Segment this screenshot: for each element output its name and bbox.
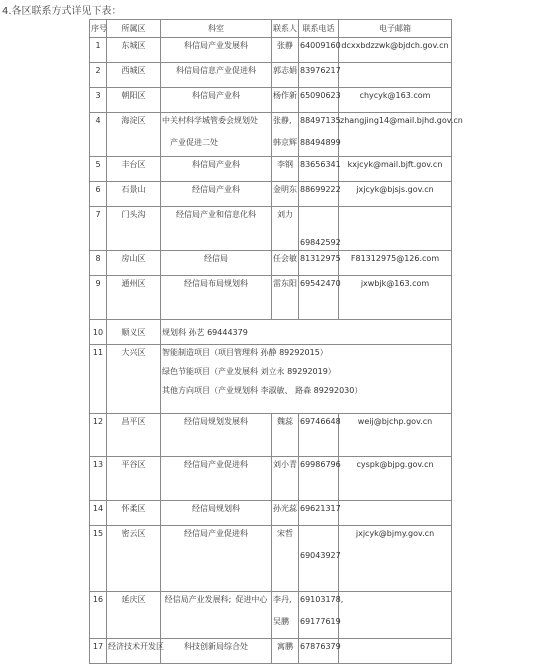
table-row [90, 639, 452, 664]
row-phone: 69746648 [299, 414, 339, 457]
row-no: 8 [90, 251, 107, 276]
row-dept: 经信局规划科 [161, 501, 272, 526]
row-district: 石景山 [107, 182, 161, 207]
row-email [339, 501, 452, 526]
row-contact: 张静 [272, 38, 299, 63]
header-email: 电子邮箱 [339, 20, 452, 38]
row-district: 延庆区 [107, 592, 161, 639]
row-district: 密云区 [107, 526, 161, 592]
header-contact: 联系人 [272, 20, 299, 38]
row-contact-line2: 韩京辉 [273, 138, 297, 147]
row-district: 东城区 [107, 38, 161, 63]
row-phone: 69621317 [299, 501, 339, 526]
row-contact: 魏蕊 [272, 414, 299, 457]
row-district: 怀柔区 [107, 501, 161, 526]
row-district: 昌平区 [107, 414, 161, 457]
row-contact: 郭志娟 [272, 63, 299, 88]
row-dept [161, 113, 272, 157]
row-phone: 88699222 [299, 182, 339, 207]
row-merged-note: 规划科 孙艺 69444379 [161, 320, 452, 345]
table-header-row [90, 20, 452, 38]
row-email [339, 207, 452, 251]
row-contact: 金明东 [272, 182, 299, 207]
row-phone-line1: 69103178, [300, 595, 344, 604]
row-no: 7 [90, 207, 107, 251]
row-contact: 杨作新 [272, 88, 299, 113]
row-contact-line1: 李丹, [273, 595, 292, 604]
row-contact-line2: 吴鹏 [273, 617, 289, 626]
row-district: 大兴区 [107, 345, 161, 414]
row-email: weij@bjchp.gov.cn [339, 414, 452, 457]
row-no: 11 [90, 345, 107, 414]
row-dept-line2: 产业促进二处 [170, 138, 218, 147]
header-no: 序号 [90, 20, 107, 38]
row-contact: 宋哲 [272, 526, 299, 592]
row-phone: 69842592 [299, 207, 339, 251]
row-email: jxjcyk@bjsjs.gov.cn [339, 182, 452, 207]
row-no: 1 [90, 38, 107, 63]
row-contact: 孙光蕊 [272, 501, 299, 526]
row-dept: 经信局 [161, 251, 272, 276]
row-phone: 65090623 [299, 88, 339, 113]
row-phone-line2: 88494899 [300, 138, 341, 147]
row-dept: 科信局信息产业促进科 [161, 63, 272, 88]
table-row [90, 414, 452, 457]
row-note-line: 绿色节能项目（产业发展科 刘立永 89292019） [162, 367, 336, 376]
header-phone: 联系电话 [299, 20, 339, 38]
table-row [90, 251, 452, 276]
row-note-line: 其他方向项目（产业规划科 李淑敏、 路森 89292030） [162, 386, 363, 395]
row-no: 17 [90, 639, 107, 664]
row-contact [272, 592, 299, 639]
row-email: kxjcyk@mail.bjft.gov.cn [339, 157, 452, 182]
row-contact: 雷东阳 [272, 276, 299, 320]
row-dept: 经信局布局规划科 [161, 276, 272, 320]
row-district: 平谷区 [107, 457, 161, 501]
table-row [90, 501, 452, 526]
row-email [339, 639, 452, 664]
contact-table [89, 19, 463, 664]
row-dept: 科信局产业科 [161, 157, 272, 182]
table-row [90, 457, 452, 501]
row-phone [299, 113, 339, 157]
row-dept-line1: 中关村科学城管委会规划处 [162, 116, 258, 125]
row-dept: 经信局产业科 [161, 182, 272, 207]
row-phone: 69986796 [299, 457, 339, 501]
row-district: 西城区 [107, 63, 161, 88]
row-district: 海淀区 [107, 113, 161, 157]
row-phone: 69043927 [299, 526, 339, 592]
table-row [90, 38, 452, 63]
row-contact: 任会敏 [272, 251, 299, 276]
row-email: zhangjing14@mail.bjhd.gov.cn [339, 113, 452, 157]
row-contact: 寓鹏 [272, 639, 299, 664]
row-dept: 经信局产业促进科 [161, 457, 272, 501]
row-email: F81312975@126.com [339, 251, 452, 276]
row-email: jxjcyk@bjmy.gov.cn [339, 526, 452, 592]
row-note-line: 智能制造项目（项目管理科 孙静 89292015） [162, 348, 328, 357]
row-district: 通州区 [107, 276, 161, 320]
header-dept: 科室 [161, 20, 272, 38]
row-dept-part: 促进中心 [235, 595, 268, 604]
row-phone: 83976217 [299, 63, 339, 88]
row-no: 5 [90, 157, 107, 182]
row-dept-part: 经信局产业发展科; [164, 595, 232, 604]
row-no: 6 [90, 182, 107, 207]
row-dept: 科技创新局综合处 [161, 639, 272, 664]
row-district: 经济技术开发区 [107, 639, 161, 664]
table-row [90, 276, 452, 320]
row-phone: 83656341 [299, 157, 339, 182]
row-no: 9 [90, 276, 107, 320]
row-phone-line1: 88497135 [300, 116, 341, 125]
row-no: 16 [90, 592, 107, 639]
intro-text: 4.各区联系方式详见下表： [2, 6, 122, 17]
row-phone [299, 592, 344, 639]
row-email [339, 63, 452, 88]
header-district: 所属区 [107, 20, 161, 38]
row-dept: 科信局产业科 [161, 88, 272, 113]
row-phone: 81312975 [299, 251, 339, 276]
row-dept: 经信局产业和信息化科 [161, 207, 272, 251]
row-phone-line2: 69177619 [300, 617, 341, 626]
row-no: 2 [90, 63, 107, 88]
row-contact: 李钢 [272, 157, 299, 182]
row-district: 房山区 [107, 251, 161, 276]
row-contact: 刘小青 [272, 457, 299, 501]
table-row [90, 88, 452, 113]
table-row [90, 345, 452, 414]
row-district: 门头沟 [107, 207, 161, 251]
row-no: 13 [90, 457, 107, 501]
row-phone: 67876379 [299, 639, 339, 664]
row-email [339, 592, 452, 639]
row-email: jxwbjk@163.com [339, 276, 452, 320]
row-no: 12 [90, 414, 107, 457]
row-no: 4 [90, 113, 107, 157]
row-no: 15 [90, 526, 107, 592]
row-merged-notes [161, 345, 452, 414]
row-no: 3 [90, 88, 107, 113]
table-row [90, 182, 452, 207]
row-contact: 刘力 [272, 207, 299, 251]
table-row [90, 63, 452, 88]
row-district: 朝阳区 [107, 88, 161, 113]
table-row [90, 157, 452, 182]
row-contact [272, 113, 299, 157]
row-district: 丰台区 [107, 157, 161, 182]
row-no: 10 [90, 320, 107, 345]
row-district: 顺义区 [107, 320, 161, 345]
row-dept [161, 592, 272, 639]
row-dept: 经信局规划发展科 [161, 414, 272, 457]
table-row [90, 113, 452, 157]
row-dept: 科信局产业发展科 [161, 38, 272, 63]
table-row [90, 207, 452, 251]
row-email: dcxxbdzzwk@bjdch.gov.cn [339, 38, 452, 63]
row-email: chycyk@163.com [339, 88, 452, 113]
table-row [90, 526, 452, 592]
row-phone: 64009160 [299, 38, 339, 63]
row-no: 14 [90, 501, 107, 526]
row-dept: 经信局产业促进科 [161, 526, 272, 592]
table-row [90, 320, 452, 345]
table-row [90, 592, 452, 639]
row-contact-line1: 张静, [273, 116, 292, 125]
row-email: cyspk@bjpg.gov.cn [339, 457, 452, 501]
row-phone: 69542470 [299, 276, 339, 320]
